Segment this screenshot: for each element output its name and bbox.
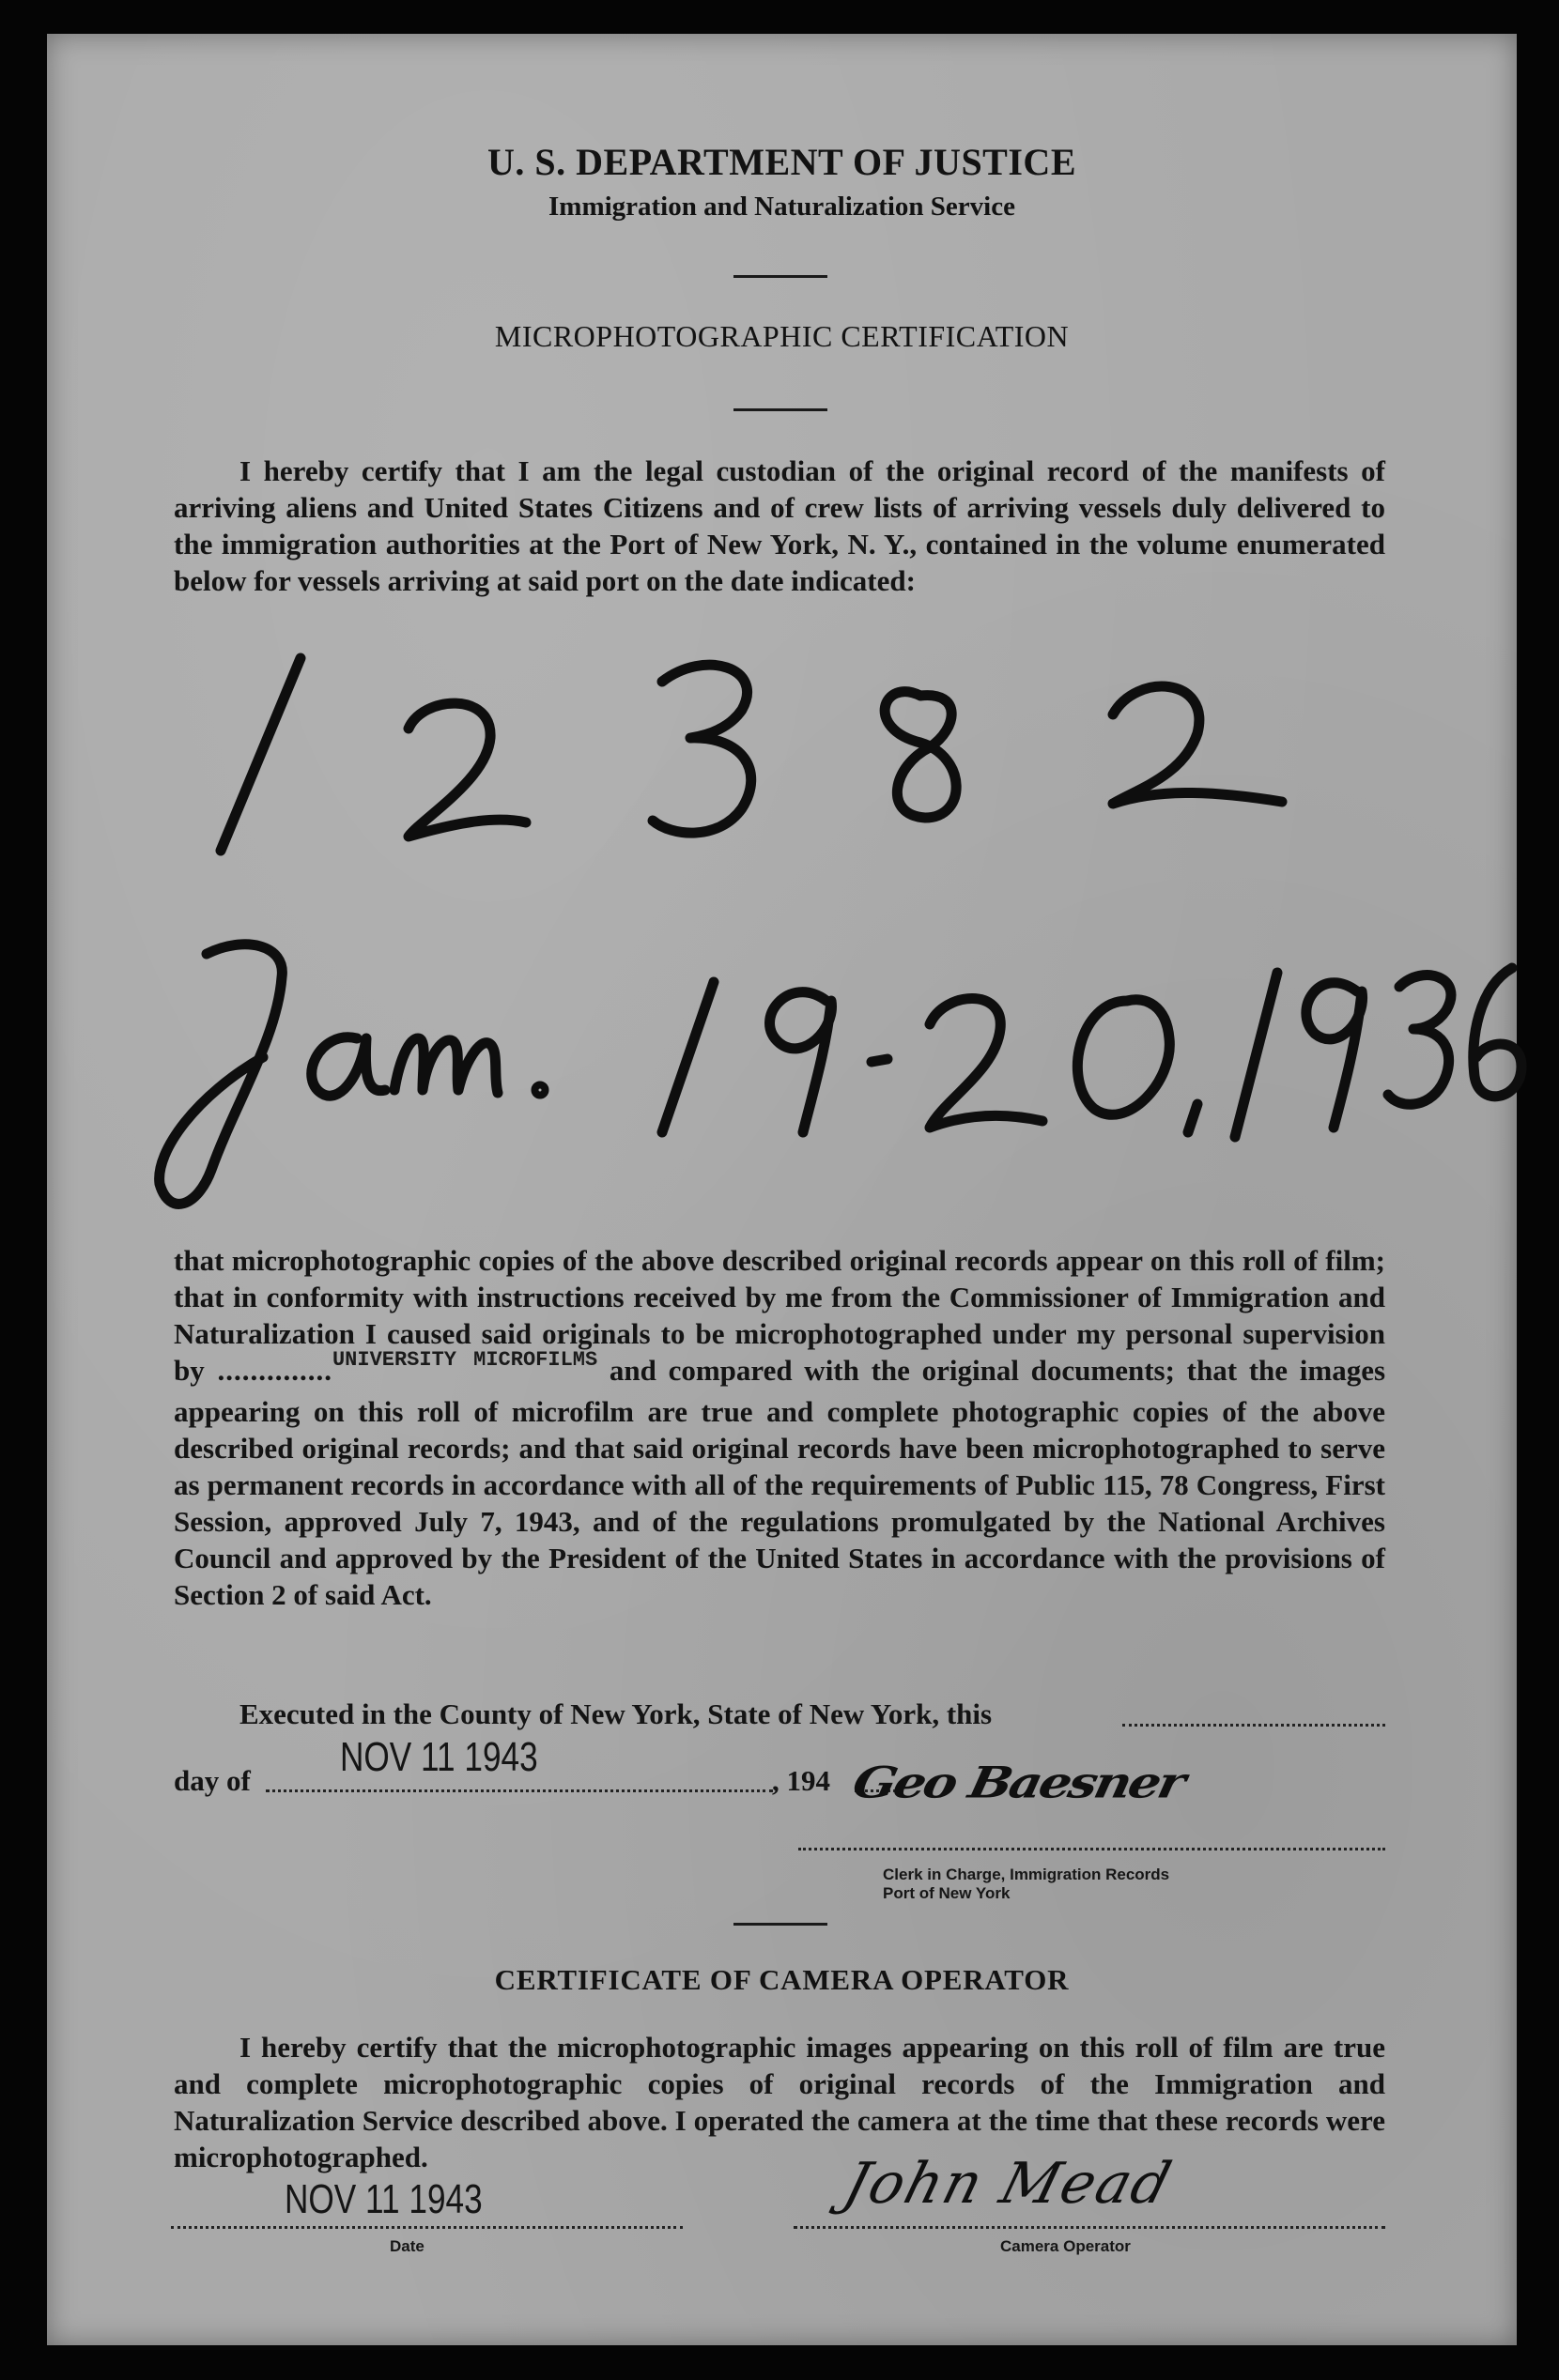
section-divider (733, 1923, 827, 1926)
filmer-dotted-leader: .............. (204, 1354, 332, 1387)
clerk-signature-line (798, 1848, 1385, 1850)
clerk-title-line2: Port of New York (883, 1884, 1011, 1902)
service-subheading: Immigration and Naturalization Service (548, 192, 1015, 222)
operator-signature-text: John Mead (837, 2151, 1180, 2217)
handwritten-date (113, 898, 1531, 1254)
certificate-sheet (47, 34, 1517, 2345)
department-heading: U. S. DEPARTMENT OF JUSTICE (487, 141, 1076, 183)
date-label: Date (390, 2237, 424, 2255)
day-of-line (266, 1789, 773, 1792)
camera-operator-label: Camera Operator (1000, 2237, 1131, 2255)
custodian-statement: I hereby certify that I am the legal custodian of the original record of the manifests of arriving aliens and United States Citizens and of crew lists of arriving vessels duly delivered to the immigration authorities at the Port of New York, N. Y., contained in the volume enumerated below for vessels arriving at said port on the date indicated: (174, 454, 1385, 597)
executed-text: Executed in the County of New York, State of New York, this (239, 1697, 993, 1730)
camera-certificate-title: CERTIFICATE OF CAMERA OPERATOR (494, 1963, 1070, 1996)
execution-day-line (1122, 1724, 1385, 1727)
microfilming-statement (174, 1242, 1385, 1613)
camera-operator-statement: I hereby certify that the microphotographic images appearing on this roll of film are true and complete microphotographic copies of original records of the Immigration and Naturalization Service described above. I operated the camera at the time that these records were microphotographed. (174, 2031, 1385, 2173)
operator-date-line (171, 2226, 683, 2229)
day-of-label: day of (174, 1764, 251, 1797)
clerk-date-stamp: NOV 11 1943 (340, 1734, 538, 1780)
header-divider-top (733, 275, 827, 278)
clerk-title-line1: Clerk in Charge, Immigration Records (883, 1866, 1170, 1883)
filmer-name: UNIVERSITY MICROFILMS (332, 1348, 598, 1372)
handwritten-volume-number (141, 616, 1315, 869)
operator-date-stamp: NOV 11 1943 (285, 2176, 483, 2222)
year-label: , 194 (772, 1764, 830, 1797)
operator-signature (798, 2132, 1362, 2235)
operator-signature-line (794, 2226, 1385, 2229)
header-divider-bottom (733, 408, 827, 411)
certificate-title: MICROPHOTOGRAPHIC CERTIFICATION (494, 319, 1070, 353)
clerk-signature (841, 1757, 1404, 1832)
statement-after-filmer: and compared with the original documents; that the images appearing on this roll of microfilm are true and complete photographic copies of the above described original records; and that said original records have been microphotographed to serve as permanent records in accordance with all of the requirements of Public 115, 78 Congress, First Session, approved July 7, 1943, and of the regulations promulgated by the National Archives Council and approved by the President of the United States in accordance with the provisions of Section 2 of said Act. (174, 1354, 1386, 1611)
statement-before-filmer: that microphotographic copies of the above described original records appear on this roll of film; that in conformity with instructions received by me from the Commissioner of Immigration and Naturalization I caused said originals to be microphotographed under my personal supervision by (174, 1244, 1385, 1387)
clerk-signature-text: Geo Baesner (848, 1757, 1188, 1808)
